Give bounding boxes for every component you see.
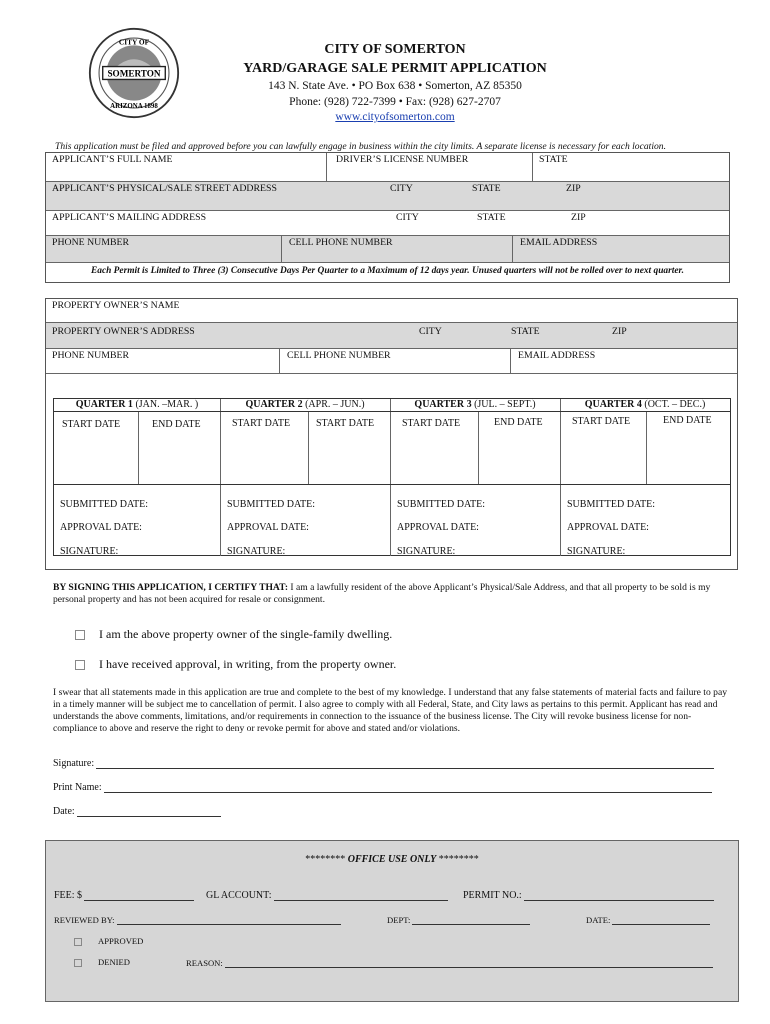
check-owner[interactable] [75, 627, 392, 642]
phone-label: PHONE NUMBER [52, 237, 130, 248]
q2-start-label: START DATE [232, 418, 291, 429]
q2-submitted-label: SUBMITTED DATE: [227, 499, 316, 510]
cell-phone-label: CELL PHONE NUMBER [289, 237, 393, 248]
q4-signature-label: SIGNATURE: [567, 546, 626, 557]
gl-account-field[interactable]: GL ACCOUNT: [206, 890, 448, 901]
dept-field[interactable]: DEPT: [387, 914, 530, 925]
checkbox-icon[interactable] [74, 959, 82, 967]
license-state-label: STATE [539, 154, 568, 165]
fee-field[interactable]: FEE: $ [54, 890, 194, 901]
city-phone: Phone: (928) 722-7399 • Fax: (928) 627-2707 [289, 96, 501, 108]
q3-start-label: START DATE [402, 418, 461, 429]
signature-field[interactable]: Signature: [53, 758, 714, 769]
owner-address-label: PROPERTY OWNER’S ADDRESS [52, 326, 195, 337]
applicant-row-mailing [46, 211, 729, 236]
q3-submitted-label: SUBMITTED DATE: [397, 499, 486, 510]
checkbox-icon[interactable] [75, 660, 85, 670]
applicant-section [45, 152, 730, 283]
date-field[interactable]: Date: [53, 806, 221, 817]
applicant-row-name [46, 153, 729, 182]
owner-cell-label: CELL PHONE NUMBER [287, 350, 391, 361]
q2-end-label: START DATE [316, 418, 375, 429]
check-approval[interactable] [75, 657, 396, 672]
approved-option[interactable]: APPROVED [74, 936, 143, 946]
check-owner-label: I am the above property owner of the single-family dwelling. [99, 627, 393, 641]
city-seal-logo [88, 27, 180, 119]
intro-text: This application must be filed and approved before you can lawfully engage in business within the city limits. A separate license is necessary for each location. [55, 141, 666, 152]
q4-submitted-label: SUBMITTED DATE: [567, 499, 656, 510]
owner-name-label: PROPERTY OWNER’S NAME [52, 300, 180, 311]
seal-name: SOMERTON [107, 68, 161, 79]
q2-signature-label: SIGNATURE: [227, 546, 286, 557]
license-label: DRIVER’S LICENSE NUMBER [336, 154, 469, 165]
q1-submitted-label: SUBMITTED DATE: [60, 499, 149, 510]
q1-start-label: START DATE [62, 419, 121, 430]
owner-zip-label: ZIP [612, 326, 627, 337]
owner-row-address [46, 323, 737, 349]
owner-row-phone [46, 349, 737, 374]
physical-state-label: STATE [472, 183, 501, 194]
mailing-city-label: CITY [396, 212, 419, 223]
owner-state-label: STATE [511, 326, 540, 337]
certify-statement: BY SIGNING THIS APPLICATION, I CERTIFY THAT: I am a lawfully resident of the above Applicant’s Physical/Sale Address, and that all property to be sold is my personal property and has not been acquired for resale or consignment. [53, 582, 711, 605]
form-title: YARD/GARAGE SALE PERMIT APPLICATION [243, 61, 547, 76]
quarter-2-header: QUARTER 2 (APR. – JUN.) [245, 399, 365, 410]
mailing-zip-label: ZIP [571, 212, 586, 223]
q1-end-label: END DATE [152, 419, 201, 430]
mailing-address-label: APPLICANT’S MAILING ADDRESS [52, 212, 207, 223]
q1-signature-label: SIGNATURE: [60, 546, 119, 557]
owner-city-label: CITY [419, 326, 442, 337]
q3-end-label: END DATE [494, 417, 543, 428]
seal-bottom-text: ARIZONA 1898 [110, 102, 158, 110]
checkbox-icon[interactable] [74, 938, 82, 946]
permit-limit-note: Each Permit is Limited to Three (3) Consecutive Days Per Quarter to a Maximum of 12 days year. Unused quarters will not be rolled over to next quarter. [91, 266, 684, 276]
q3-signature-label: SIGNATURE: [397, 546, 456, 557]
check-approval-label: I have received approval, in writing, from the property owner. [99, 657, 397, 671]
denied-option[interactable]: DENIED [74, 957, 130, 967]
q1-approval-label: APPROVAL DATE: [60, 522, 142, 533]
print-name-field[interactable]: Print Name: [53, 782, 712, 793]
office-use-title: ******** OFFICE USE ONLY ******** [305, 854, 479, 865]
office-date-field[interactable]: DATE: [586, 914, 710, 925]
physical-city-label: CITY [390, 183, 413, 194]
q2-approval-label: APPROVAL DATE: [227, 522, 309, 533]
owner-email-label: EMAIL ADDRESS [518, 350, 596, 361]
city-title: CITY OF SOMERTON [324, 42, 466, 57]
reviewed-by-field[interactable]: REVIEWED BY: [54, 914, 341, 925]
city-website-link[interactable]: www.cityofsomerton.com [335, 111, 455, 123]
office-use-section [45, 840, 739, 1002]
quarter-4-header: QUARTER 4 (OCT. – DEC.) [584, 399, 706, 410]
permit-no-field[interactable]: PERMIT NO.: [463, 890, 714, 901]
email-label: EMAIL ADDRESS [520, 237, 598, 248]
physical-address-label: APPLICANT’S PHYSICAL/SALE STREET ADDRESS [52, 183, 277, 194]
owner-phone-label: PHONE NUMBER [52, 350, 130, 361]
checkbox-icon[interactable] [75, 630, 85, 640]
applicant-name-label: APPLICANT’S FULL NAME [52, 154, 173, 165]
quarter-3-header: QUARTER 3 (JUL. – SEPT.) [414, 399, 536, 410]
city-address: 143 N. State Ave. • PO Box 638 • Somerton, AZ 85350 [268, 80, 522, 92]
reason-field[interactable]: REASON: [186, 957, 713, 968]
mailing-state-label: STATE [477, 212, 506, 223]
q3-approval-label: APPROVAL DATE: [397, 522, 479, 533]
swear-statement: I swear that all statements made in this application are true and complete to the best of my knowledge. I understand that any false statements of material facts and failure to pay in a timely manner will be subject me to cancellation of permit. I also agree to comply with all Federal, State, and City laws as pertains to this permit. Applicant has read and understands the above comments, limitations, and/or requirements in connection to the issuance of the business license. The City will revoke business license for non-compliance to above and reserve the right to deny or revoke permit for above and stated and/or violations. [53, 687, 727, 734]
applicant-row-phone [46, 236, 729, 263]
q4-approval-label: APPROVAL DATE: [567, 522, 649, 533]
q4-start-label: START DATE [572, 416, 631, 427]
quarter-1-header: QUARTER 1 (JAN. –MAR. ) [75, 399, 199, 410]
q4-end-label: END DATE [663, 415, 712, 426]
quarters-table [53, 398, 731, 556]
applicant-row-physical [46, 182, 729, 211]
seal-top-text: CITY OF [118, 37, 150, 47]
owner-row-name [46, 299, 737, 323]
physical-zip-label: ZIP [566, 183, 581, 194]
